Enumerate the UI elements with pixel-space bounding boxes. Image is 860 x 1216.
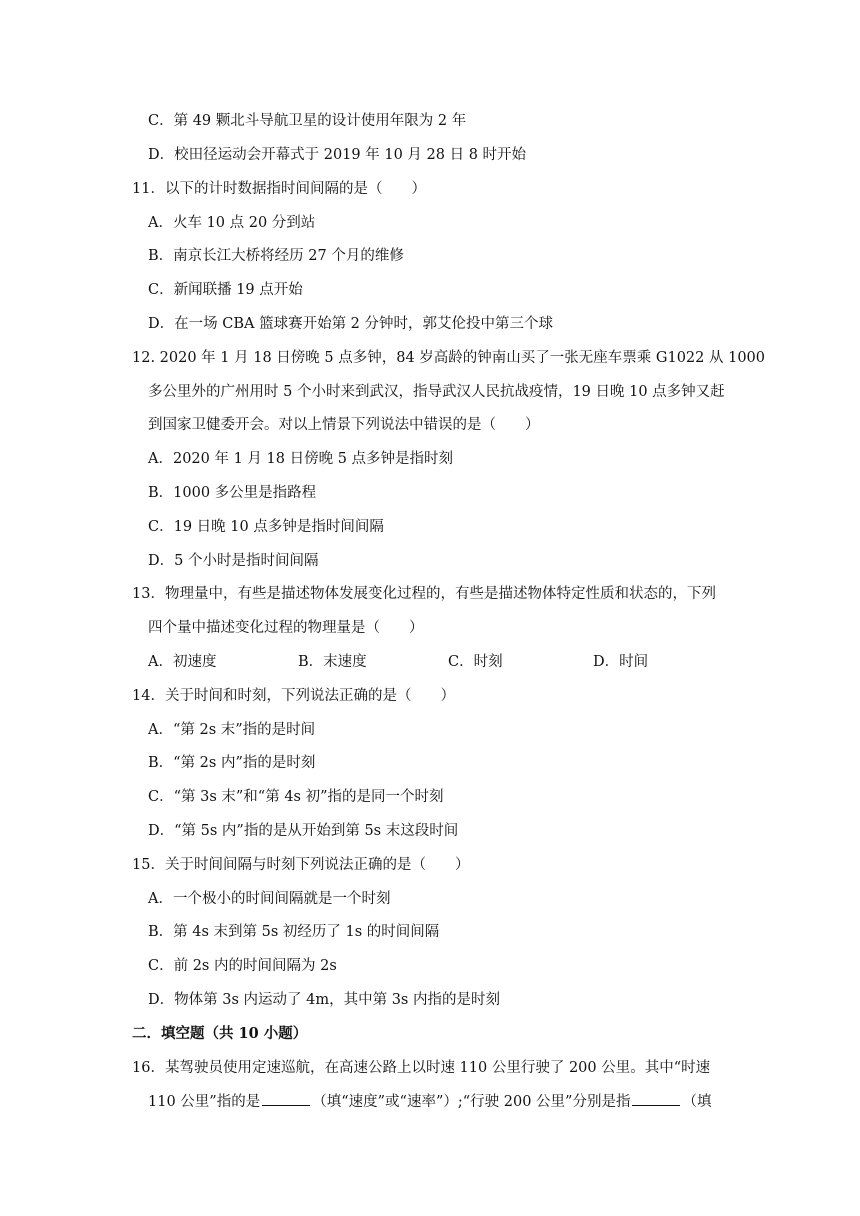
option-15d: D．物体第 3s 内运动了 4m，其中第 3s 内指的是时刻 [148,992,500,1008]
option-11a: A．火车 10 点 20 分到站 [148,215,316,231]
question-16-text-b: （填“速度”或“速率”）;“行驶 200 公里”分别是指 [312,1094,631,1110]
option-14c: C．“第 3s 末”和“第 4s 初”指的是同一个时刻 [148,789,444,805]
option-15c: C．前 2s 内的时间间隔为 2s [148,958,337,974]
question-16-text-a: 110 公里”指的是 [148,1094,261,1110]
question-12-line2: 多公里外的广州用时 5 个小时来到武汉，指导武汉人民抗战疫情，19 日晚 10 点多钟又赶 [148,384,725,400]
option-15b: B．第 4s 末到第 5s 初经历了 1s 的时间间隔 [148,924,440,940]
option-13a: A．初速度 [148,654,217,670]
option-13c: C．时刻 [448,654,503,670]
section-heading-fill-in: 二．填空题（共 10 小题） [132,1025,308,1042]
option-14d: D．“第 5s 内”指的是从开始到第 5s 末这段时间 [148,823,459,839]
option-13d: D．时间 [593,654,649,670]
option-10d: D．校田径运动会开幕式于 2019 年 10 月 28 日 8 时开始 [148,147,527,163]
question-13-line2: 四个量中描述变化过程的物理量是（ ） [148,620,424,636]
option-10c: C．第 49 颗北斗导航卫星的设计使用年限为 2 年 [148,113,467,129]
option-12b: B．1000 多公里是指路程 [148,485,317,501]
option-12a: A．2020 年 1 月 18 日傍晚 5 点多钟是指时刻 [148,451,454,467]
option-15a: A．一个极小的时间间隔就是一个时刻 [148,891,391,907]
option-14b: B．“第 2s 内”指的是时刻 [148,755,316,771]
answer-blank-1[interactable] [262,1091,310,1106]
option-11c: C．新闻联播 19 点开始 [148,282,303,298]
option-12d: D．5 个小时是指时间间隔 [148,553,319,569]
option-12c: C．19 日晚 10 点多钟是指时间间隔 [148,519,384,535]
question-16-line2 [148,1091,711,1112]
question-15: 15．关于时间间隔与时刻下列说法正确的是（ ） [132,857,470,873]
question-16-text-c: （填 [682,1094,712,1110]
question-12-line3: 到国家卫健委开会。对以上情景下列说法中错误的是（ ） [148,417,540,433]
question-11: 11．以下的计时数据指时间间隔的是（ ） [132,181,426,197]
question-13-line1: 13．物理量中，有些是描述物体发展变化过程的，有些是描述物体特定性质和状态的，下列 [132,586,716,602]
question-16-line1: 16．某驾驶员使用定速巡航，在高速公路上以时速 110 公里行驶了 200 公里。其中“时速 [132,1060,711,1076]
option-11b: B．南京长江大桥将经历 27 个月的维修 [148,248,404,264]
question-14: 14．关于时间和时刻，下列说法正确的是（ ） [132,688,455,704]
answer-blank-2[interactable] [632,1091,680,1106]
option-13b: B．末速度 [298,654,367,670]
option-14a: A．“第 2s 末”指的是时间 [148,722,316,738]
question-12-line1: 12. 2020 年 1 月 18 日傍晚 5 点多钟，84 岁高龄的钟南山买了一张无座车票乘 G1022 从 1000 [132,350,766,366]
option-11d: D．在一场 CBA 篮球赛开始第 2 分钟时，郭艾伦投中第三个球 [148,316,554,332]
